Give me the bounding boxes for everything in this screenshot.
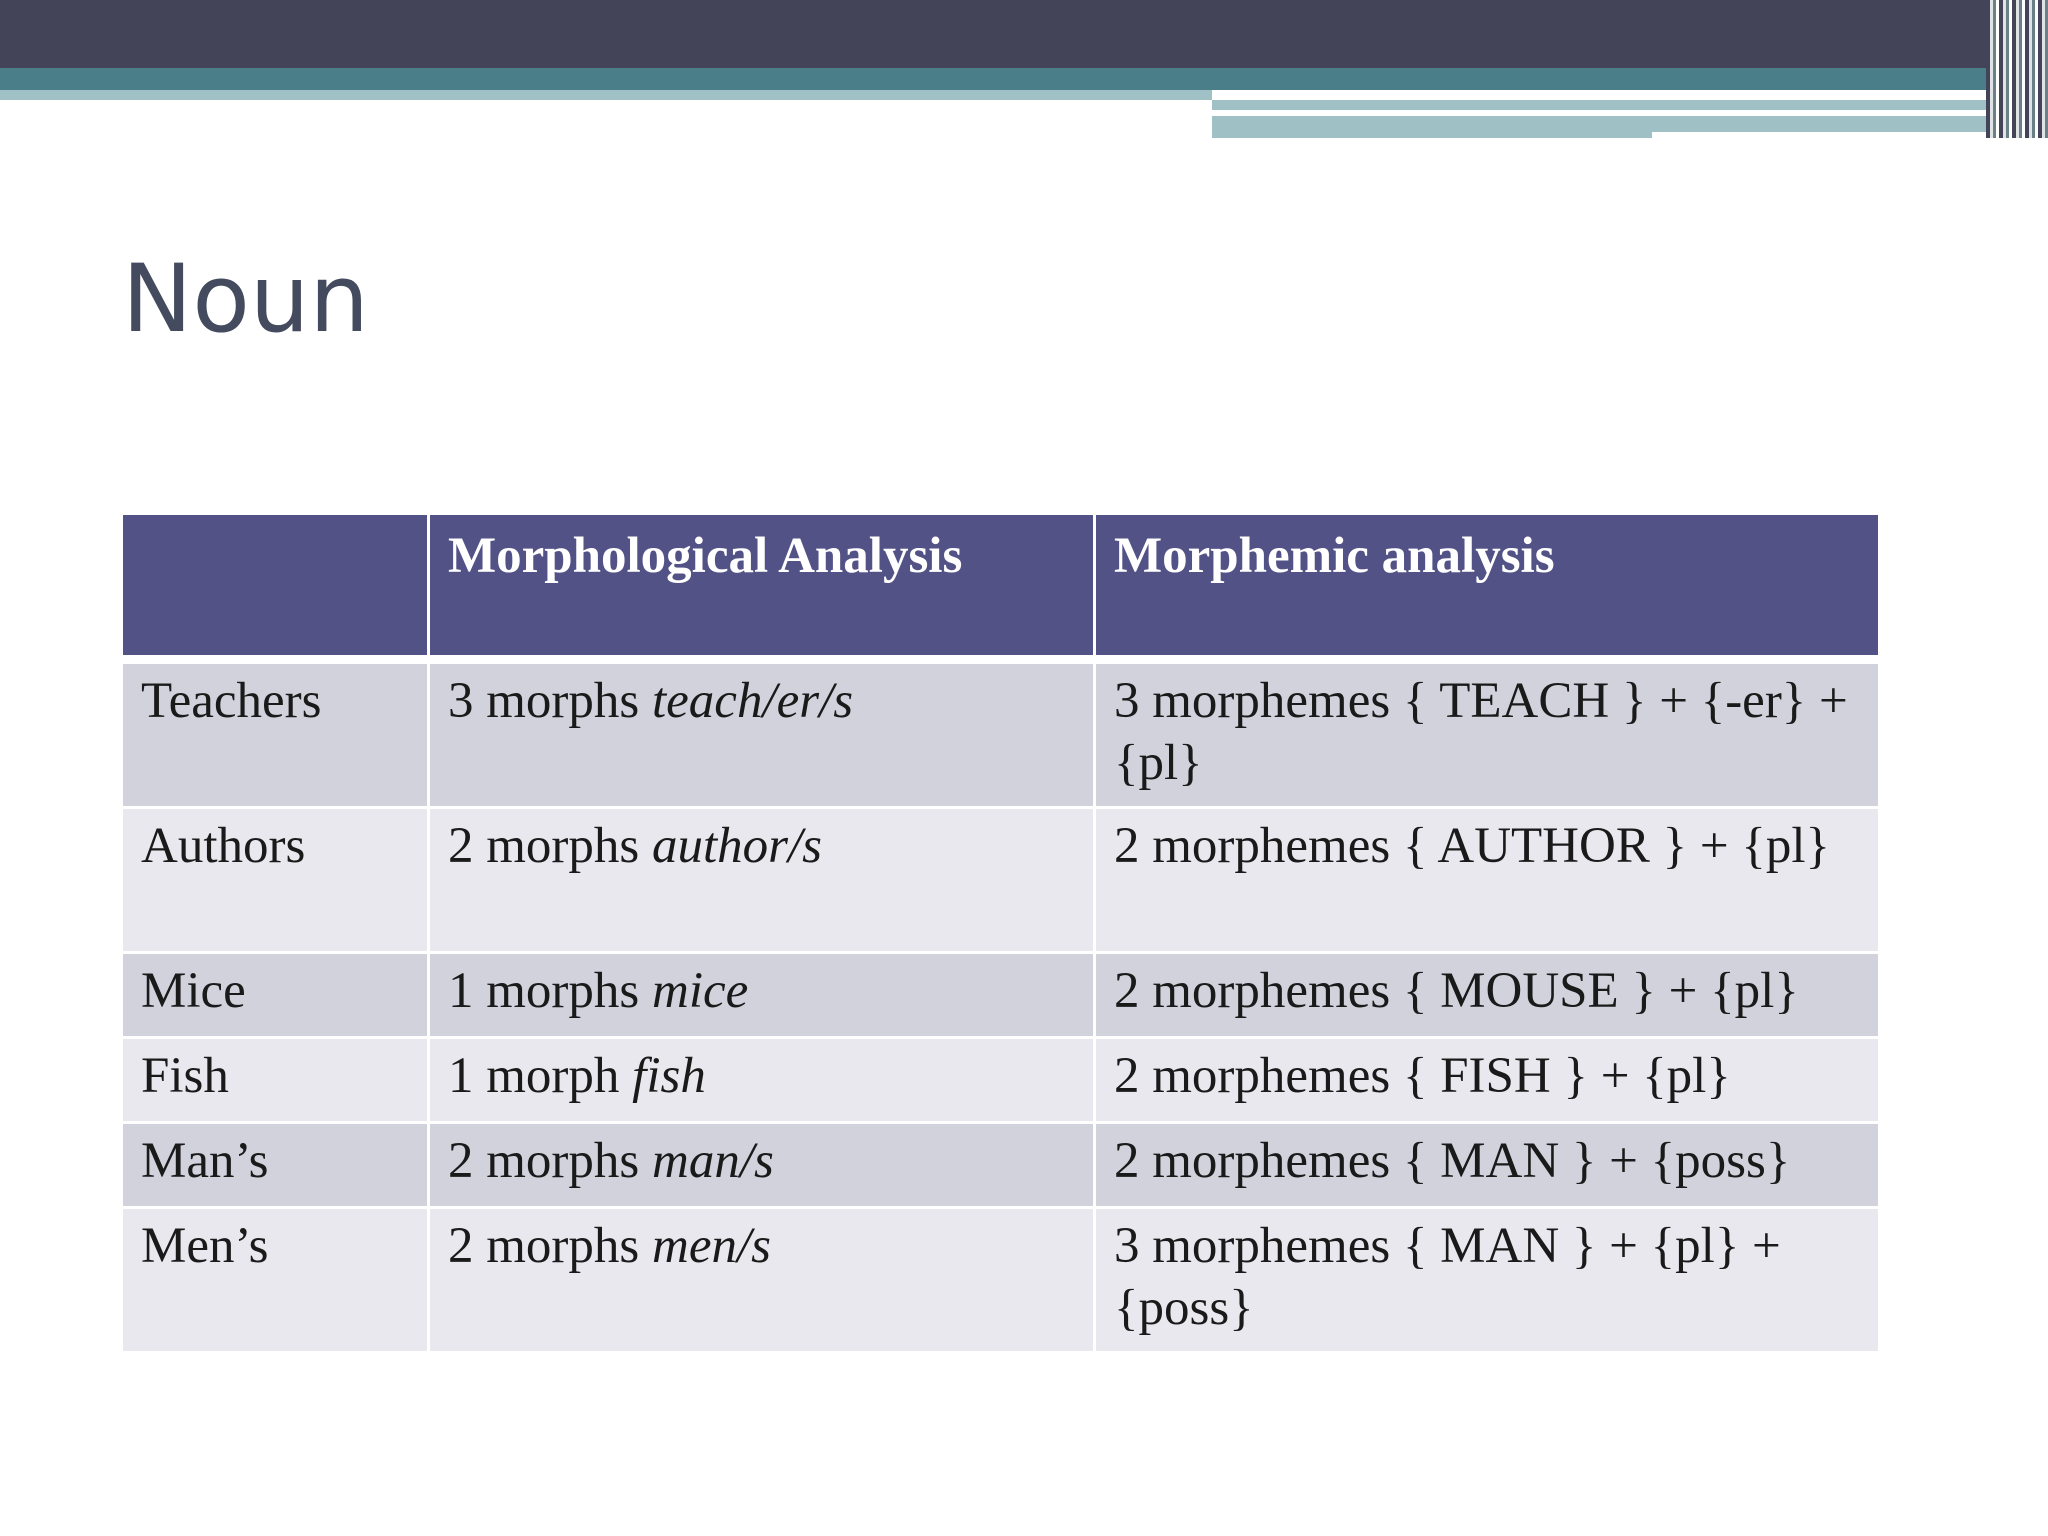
morphemic-cell: 3 morphemes { TEACH } + {-er} + {pl}: [1095, 660, 1880, 808]
morphological-cell: [429, 1123, 1095, 1208]
table-row: [122, 953, 1880, 1038]
morph-count: 2 morphs: [448, 818, 640, 874]
morphological-cell: [429, 808, 1095, 953]
slide-title: Noun: [122, 245, 369, 354]
table-row: [122, 1123, 1880, 1208]
header-band-light: [0, 90, 1212, 100]
morphemic-cell: 2 morphemes { FISH } + {pl}: [1095, 1038, 1880, 1123]
morphemic-cell: 2 morphemes { MAN } + {poss}: [1095, 1123, 1880, 1208]
morphemic-cell: 3 morphemes { MAN } + {pl} + {poss}: [1095, 1208, 1880, 1353]
morph-count: 1 morph: [448, 1048, 620, 1104]
morph-form: author/s: [652, 818, 823, 874]
morphology-table: [120, 512, 1881, 1354]
table-row: [122, 1038, 1880, 1123]
header-stripes-decoration: [1986, 0, 2048, 138]
morph-count: 1 morphs: [448, 963, 640, 1019]
header-band-dark: [0, 0, 2048, 68]
header-band-light: [1212, 100, 2007, 110]
header-band-gap: [1652, 132, 2008, 138]
morphological-cell: [429, 1038, 1095, 1123]
header-cell-word: [122, 514, 429, 660]
table-row: [122, 1208, 1880, 1353]
morphological-cell: [429, 1208, 1095, 1353]
morph-count: 3 morphs: [448, 673, 640, 729]
morphemic-cell: 2 morphemes { MOUSE } + {pl}: [1095, 953, 1880, 1038]
table-header-row: [122, 514, 1880, 660]
header-cell-morphemic: Morphemic analysis: [1095, 514, 1880, 660]
morph-form: men/s: [652, 1218, 771, 1274]
word-cell: Man’s: [122, 1123, 429, 1208]
word-cell: Men’s: [122, 1208, 429, 1353]
morphological-cell: [429, 953, 1095, 1038]
word-cell: Authors: [122, 808, 429, 953]
morph-form: fish: [632, 1048, 706, 1104]
morphemic-cell: 2 morphemes { AUTHOR } + {pl}: [1095, 808, 1880, 953]
table-row: [122, 808, 1880, 953]
morph-form: teach/er/s: [652, 673, 854, 729]
word-cell: Mice: [122, 953, 429, 1038]
word-cell: Teachers: [122, 660, 429, 808]
header-cell-morphological: Morphological Analysis: [429, 514, 1095, 660]
morph-count: 2 morphs: [448, 1133, 640, 1189]
morph-form: man/s: [652, 1133, 774, 1189]
table-row: [122, 660, 1880, 808]
morphological-cell: [429, 660, 1095, 808]
word-cell: Fish: [122, 1038, 429, 1123]
morph-form: mice: [652, 963, 749, 1019]
morph-count: 2 morphs: [448, 1218, 640, 1274]
header-band-teal: [0, 68, 2048, 90]
